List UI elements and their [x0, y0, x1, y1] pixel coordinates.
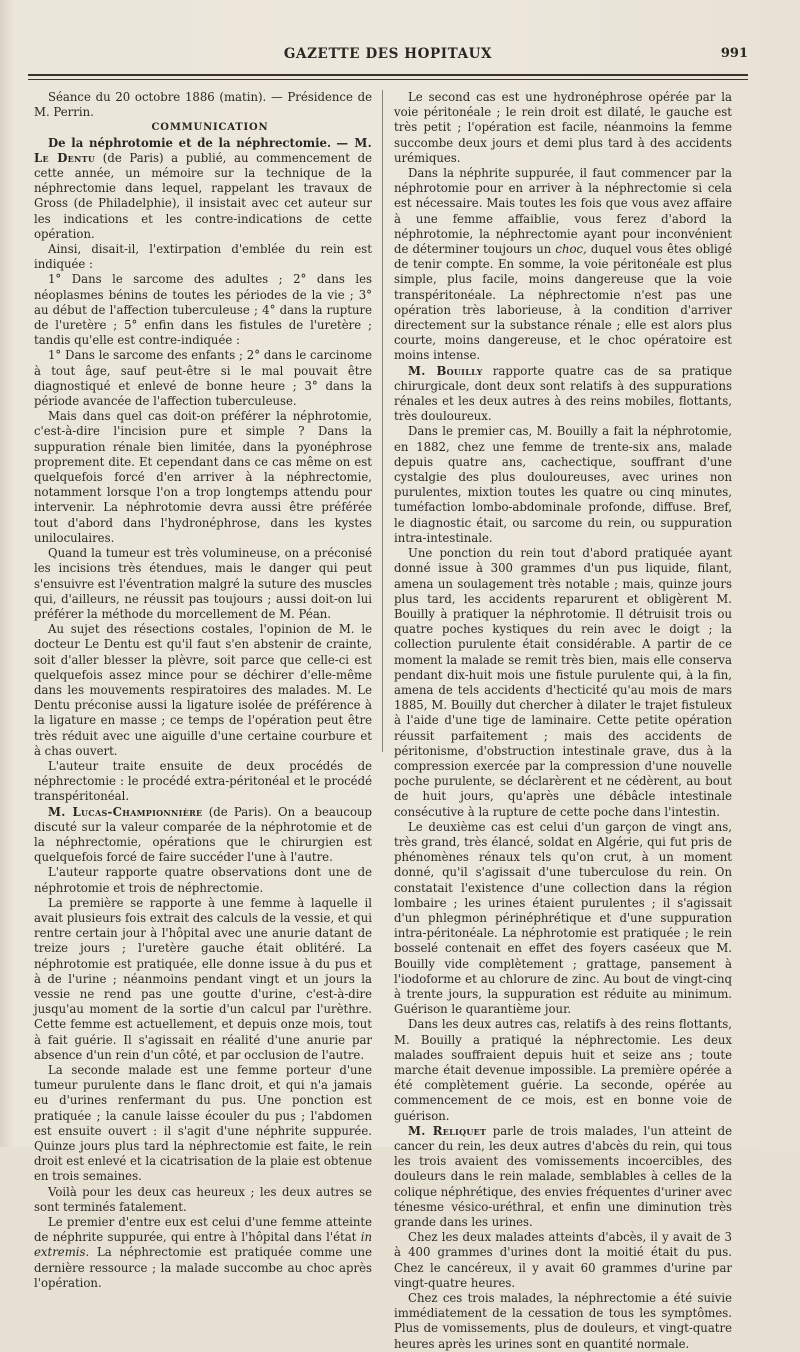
paragraph-text: (de Paris) a publié, au commencement de cette année, un mémoire sur la technique de la néphrectomie dans lequel, rappelant les travaux de Gross (de Philadelphie), il insistait avec cet auteur sur les indications et les contre-indications de cette opération. — [34, 150, 372, 241]
column-divider — [382, 90, 383, 752]
article-title: De la néphrotomie et de la néphrectomie. — [48, 135, 332, 150]
paragraph: Dans les deux autres cas, relatifs à des reins flottants, M. Bouilly a pratiqué la néphrectomie. Les deux malades souffraient depuis huit et seize ans ; toute marche était devenue impossible. La première opérée a été complètement guérie. La seconde, opérée au commencement de ce mois, est en bonne voie de guérison. — [394, 1017, 732, 1123]
paragraph — [34, 136, 372, 242]
paragraph — [394, 364, 732, 425]
paragraph-text: (de Paris). On a beaucoup discuté sur la valeur comparée de la néphrotomie et de la néphrectomie, opérations que le chirurgien est quelquefois forcé de faire succéder l'une à l'autre. — [34, 804, 373, 865]
latin-phrase: in extremis. — [34, 1230, 372, 1260]
header-rule-thick — [28, 74, 748, 76]
header-rule-thin — [28, 79, 748, 80]
paragraph-text: La néphrectomie est pratiquée comme une dernière ressource ; la malade succombe au choc après l'opération. — [34, 1245, 372, 1290]
journal-title: GAZETTE DES HOPITAUX — [283, 46, 493, 62]
paragraph: Chez les deux malades atteints d'abcès, il y avait de 3 à 400 grammes d'urines dont la moitié était du pus. Chez le cancéreux, il y avait 60 grammes d'urine par vingt-quatre heures. — [394, 1230, 732, 1290]
author-name: M. Lucas-Championnière — [48, 804, 203, 819]
paragraph — [394, 166, 732, 364]
paragraph — [34, 1215, 372, 1291]
paragraph: L'auteur rapporte quatre observations dont une de néphrotomie et trois de néphrectomie. — [34, 865, 372, 895]
paragraph-text: duquel vous êtes obligé de tenir compte. En somme, la voie péritonéale est plus simple, plus facile, moins dangereuse que la voie transpéritonéale. La néphrectomie n'est pas une opération très laborieuse, à la condition d'arriver directement sur la substance rénale ; elle est alors plus courte, moins dangereuse, et le choc opératoire est moins intense. — [394, 242, 733, 363]
paragraph: La première se rapporte à une femme à laquelle il avait plusieurs fois extrait des calculs de la vessie, et qui rentre certain jour à l'hôpital avec une anurie datant de treize jours ; l'uretère gauche était oblitéré. La néphrotomie est pratiquée, elle donne issue à du pus et à de l'urine ; néanmoins pendant vingt et un jours la vessie ne rend pas une goutte d'urine, c'est-à-dire jusqu'au moment de la sortie d'un calcul par l'urèthre. Cette femme est actuellement, et depuis onze mois, tout à fait guérie. Il s'agissait en réalité d'une anurie par absence d'un rein d'un côté, et par occlusion de l'autre. — [34, 895, 372, 1062]
paragraph-text: Dans la néphrite suppurée, il faut commencer par la néphrotomie pour en arriver à la néphrectomie si cela est nécessaire. Mais toutes les fois que vous avez affaire à une femme affaiblie, vous ferez d'abord la néphrotomie, la néphrectomie ayant pour inconvénient de déterminer toujours un — [394, 166, 732, 257]
paragraph: Quand la tumeur est très volumineuse, on a préconisé les incisions très étendues, mais le danger qui peut s'ensuivre est l'éventration malgré la suture des muscles qui, d'ailleurs, ne réussit pas toujours ; aussi doit-on lui préférer la méthode du morcellement de M. Péan. — [34, 546, 372, 621]
paragraph-text: rapporte quatre cas de sa pratique chirurgicale, dont deux sont relatifs à des suppurations rénales et les deux autres à des reins mobiles, flottants, très douloureux. — [394, 363, 732, 424]
paragraph: Le second cas est une hydronéphrose opérée par la voie péritonéale ; le rein droit est dilaté, le gauche est très petit ; l'opération est facile, néanmoins la femme succombe deux jours et demi plus tard à des accidents urémiques. — [394, 90, 732, 165]
page-number: 991 — [720, 46, 748, 61]
paragraph: 1° Dans le sarcome des adultes ; 2° dans les néoplasmes bénins de toutes les périodes de la vie ; 3° au début de l'affection tuberculeuse ; 4° dans la rupture de l'uretère ; 5° enfin dans les fistules de l'uretère ; tandis qu'elle est contre-indiquée : — [34, 272, 372, 348]
paragraph: Dans le premier cas, M. Bouilly a fait la néphrotomie, en 1882, chez une femme de trente-six ans, malade depuis quatre ans, cachectique, souffrant d'une cystalgie des plus douloureuses, avec urines non purulentes, mixtion toutes les quatre ou cinq minutes, tuméfaction lombo-abdominale profonde, diffuse. Bref, le diagnostic était, ou sarcome du rein, ou suppuration intra-intestinale. — [394, 424, 732, 545]
paragraph: Une ponction du rein tout d'abord pratiquée ayant donné issue à 300 grammes d'un pus liquide, filant, amena un soulagement très notable ; mais, quinze jours plus tard, les accidents reparurent et obligèrent M. Bouilly à pratiquer la néphrotomie. Il détruisit trois ou quatre poches kystiques du rein avec le doigt ; la collection purulente était considérable. A partir de ce moment la malade se remit très bien, mais elle conserva pendant dix-huit mois une fistule purulente qui, à la fin, amena de tels accidents d'hecticité qu'au mois de mars 1885, M. Bouilly dut chercher à dilater le trajet fistuleux à l'aide d'une tige de laminaire. Cette petite opération réussit parfaitement ; mais des accidents de péritonisme, d'obstruction intestinale grave, dus à la compression exercée par la compression d'une nouvelle poche purulente, se déclarèrent et ne cédèrent, au bout de huit jours, qu'après une débâcle intestinale consécutive à la rupture de cette poche dans l'intestin. — [394, 546, 732, 819]
paragraph-text: parle de trois malades, l'un atteint de cancer du rein, les deux autres d'abcès du rein, qui tous les trois avaient des vomissements incoercibles, des douleurs dans le rein malade, semblables à celles de la colique néphrétique, des envies fréquentes d'uriner avec ténesme vésico-uréthral, et enfin une diminution très grande dans les urines. — [394, 1123, 732, 1230]
paragraph: L'auteur traite ensuite de deux procédés de néphrectomie : le procédé extra-péritonéal et le procédé transpéritonéal. — [34, 758, 372, 804]
paragraph: 1° Dans le sarcome des enfants ; 2° dans le carcinome à tout âge, sauf peut-être si le mal pouvait être diagnostiqué et enlevé de bonne heure ; 3° dans la période avancée de l'affection tuberculeuse. — [34, 348, 372, 409]
paragraph: Mais dans quel cas doit-on préférer la néphrotomie, c'est-à-dire l'incision pure et simple ? Dans la suppuration rénale bien limitée, dans la pyonéphrose proprement dite. Et cependant dans ce cas même on est quelquefois forcé d'en arriver à la néphrectomie, notamment lorsque l'on a trop longtemps attendu pour intervenir. La néphrotomie devra aussi être préférée tout d'abord dans l'hydronéphrose, dans les kystes uniloculaires. — [34, 409, 372, 545]
paragraph: Chez ces trois malades, la néphrectomie a été suivie immédiatement de la cessation de tous les symptômes. Plus de vomissements, plus de douleurs, et vingt-quatre heures après les urines sont en quantité normale. — [394, 1291, 732, 1351]
section-heading: COMMUNICATION — [151, 122, 269, 134]
paragraph-text: Le premier d'entre eux est celui d'une femme atteinte de néphrite suppurée, qui entre à l'hôpital dans l'état — [34, 1215, 372, 1245]
page-header — [28, 46, 748, 66]
right-column — [394, 90, 732, 1352]
paragraph: La seconde malade est une femme porteur d'une tumeur purulente dans le flanc droit, et qui n'a jamais eu d'urines renfermant du pus. Une ponction est pratiquée ; la canule laisse écouler du pus ; l'abdomen est ensuite ouvert : il s'agit d'une néphrite suppurée. Quinze jours plus tard la néphrectomie est faite, le rein droit est enlevé et la cicatrisation de la plaie est obtenue en trois semaines. — [34, 1063, 372, 1184]
paragraph — [34, 805, 372, 866]
paragraph: Le deuxième cas est celui d'un garçon de vingt ans, très grand, très élancé, soldat en Algérie, qui fut pris de phénomènes rénaux tels qu'on crut, à un moment donné, qu'il s'agissait d'une tuberculose du rein. On constatait l'existence d'une collection dans la région lombaire ; les urines étaient purulentes ; il s'agissait d'un phlegmon périnéphrétique et d'une suppuration intra-péritonéale. La néphrotomie est pratiquée ; le rein bosselé contenait en effet des foyers caséeux que M. Bouilly vide complètement ; grattage, pansement à l'iodoforme et au chlorure de zinc. Au bout de vingt-cinq à trente jours, la suppuration est réduite au minimum. Guérison le quarantième jour. — [394, 819, 732, 1017]
emphasis: choc, — [555, 242, 587, 257]
author-name: M. Bouilly — [408, 363, 483, 378]
author-name: — M. Le Dentu — [34, 135, 373, 165]
paragraph: Au sujet des résections costales, l'opinion de M. le docteur Le Dentu est qu'il faut s'en abstenir de crainte, soit d'aller blesser la plèvre, soit parce que celle-ci est quelquefois assez mince pour se déchirer d'elle-même dans les mouvements respiratoires des malades. M. Le Dentu préconise aussi la ligature isolée de préférence à la ligature en masse ; ce temps de l'opération peut être très réduit avec une aiguille d'une certaine courbure et à chas ouvert. — [34, 622, 372, 758]
author-name: M. Reliquet — [408, 1123, 487, 1138]
seance-line: Séance du 20 octobre 1886 (matin). — Présidence de M. Perrin. — [34, 90, 372, 120]
paragraph: Ainsi, disait-il, l'extirpation d'emblée du rein est indiquée : — [34, 242, 372, 272]
paragraph: Voilà pour les deux cas heureux ; les deux autres se sont terminés fatalement. — [34, 1184, 372, 1214]
left-column — [34, 90, 372, 1291]
paragraph — [394, 1124, 732, 1230]
